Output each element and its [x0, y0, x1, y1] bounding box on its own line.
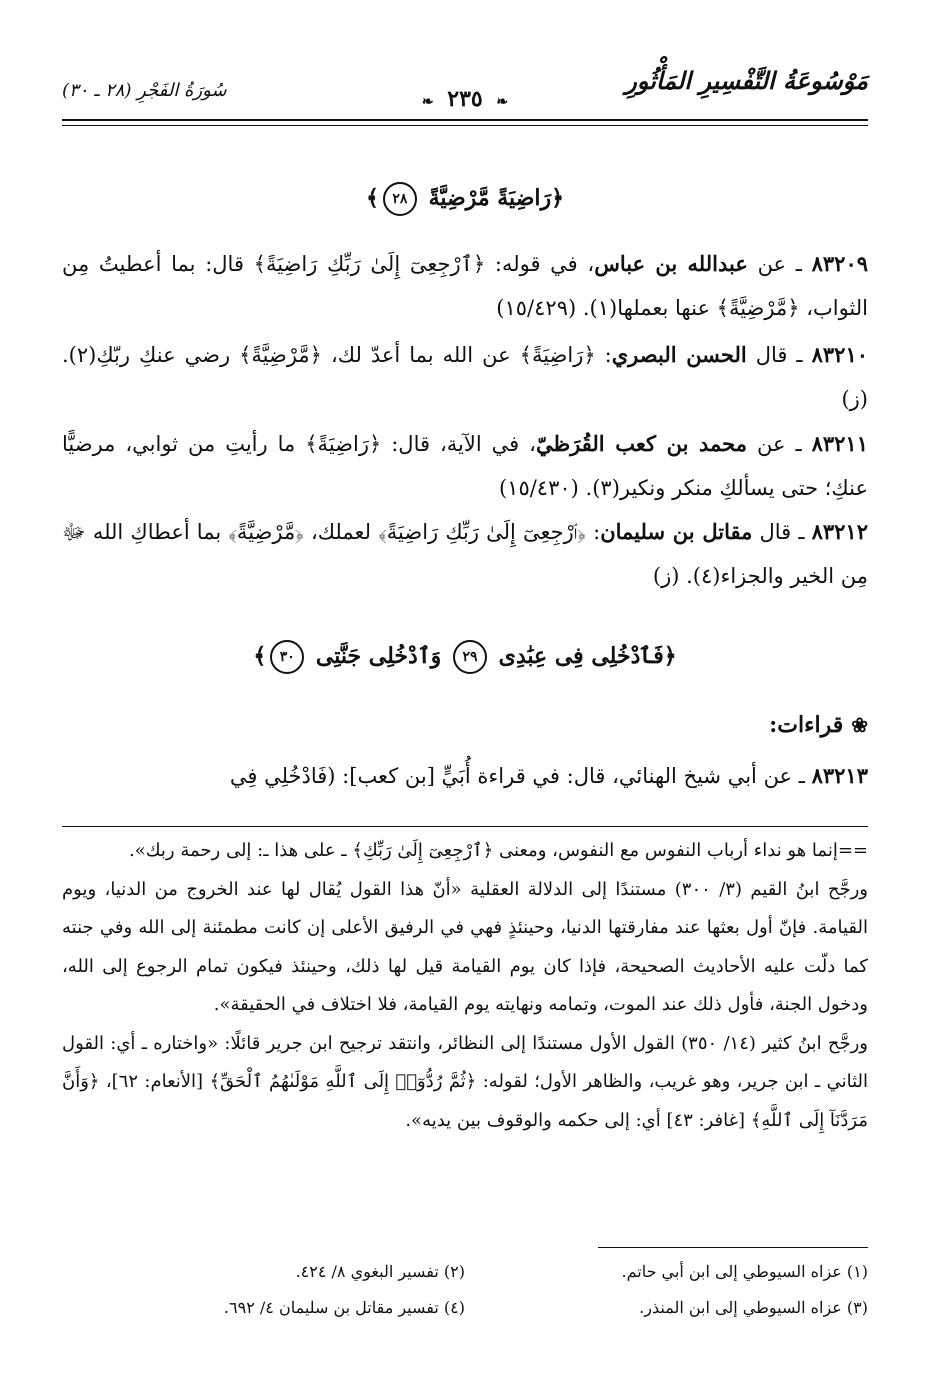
entry [62, 510, 868, 598]
narrator-name: مقاتل بن سليمان [600, 519, 753, 544]
entry-number: ٨٣٢٠٩ [811, 251, 869, 276]
header-rule [62, 119, 868, 121]
footnote: (٣) عزاه السيوطي إلى ابن المنذر. [639, 1298, 868, 1317]
ornament-icon: ❧ [496, 94, 509, 110]
note-paragraph: ==إنما هو نداء أرباب النفوس مع النفوس، ومعنى ﴿ٱرْجِعِىٓ إِلَىٰ رَبِّكِ﴾ ـ على هذا ـ: إلى رحمة ربك». [129, 840, 868, 861]
footnote: (٤) تفسير مقاتل بن سليمان ٤/ ٦٩٢. [223, 1298, 465, 1317]
footnotes [62, 1254, 868, 1326]
entry-lead: ـ عن [747, 432, 812, 456]
entry-lead: ـ قال [746, 343, 812, 367]
narrator-name: عبدالله بن عباس [594, 251, 748, 276]
footnotes-divider [598, 1247, 868, 1248]
verse-text: وَٱدْخُلِى جَنَّتِى [315, 643, 442, 669]
verse-close: ﴾ [366, 185, 379, 211]
page-number: ٢٣٥ [447, 86, 483, 112]
verse-heading-28 [62, 182, 868, 216]
verse-text: ﴿رَاضِيَةً مَّرْضِيَّةً [428, 185, 564, 211]
entry-body: ـ عن أبي شيخ الهنائي، قال: في قراءة أُبَيٍّ [بن كعب]: (فَادْخُلِي فِي [229, 764, 812, 788]
narrator-name: الحسن البصري [611, 342, 747, 367]
entry-number: ٨٣٢١٠ [811, 342, 869, 367]
readings-heading [769, 712, 868, 738]
entry [62, 242, 868, 330]
readings-title: قراءات: [769, 712, 844, 738]
verse-number-badge: ٢٨ [383, 182, 417, 216]
entry-body: ، في قوله: ﴿ٱرْجِعِىٓ إِلَىٰ رَبِّكِ رَاضِيَةً﴾ قال: بما أعطيتُ مِن الثواب، ﴿مَّرْضِيَّةً﴾ عنها بعملها(١). (١٥/٤٢٩) [62, 252, 868, 320]
entry-number: ٨٣٢١١ [811, 431, 868, 456]
verse-heading-29-30 [62, 640, 868, 674]
entry-number: ٨٣٢١٣ [811, 763, 868, 788]
footnote: (٢) تفسير البغوي ٨/ ٤٢٤. [295, 1262, 465, 1281]
note-paragraph: ورجَّح ابنُ القيم (٣/ ٣٠٠) مستندًا إلى الدلالة العقلية «أنّ هذا القول يُقال لها عند الخروج من الدنيا، ويوم القيامة. فإنّ أول بعثها عند مفارقتها الدنيا، وحينئذٍ فهي في الرفيق الأعلى إن كانت مطمئنة إلى الله وفي جنته كما دلّت عليه الأحاديث الصحيحة، فإذا كان يوم القيامة قيل لها ذلك، وحينئذ فيكون تمام الرجوع إلى الله، ودخول الجنة، فأول ذلك عند الموت، وتمامه ونهايته يوم القيامة، فلا اختلاف في الحقيقة». [62, 878, 868, 1015]
entry-body: : ﴿رَاضِيَةً﴾ عن الله بما أعدّ لك، ﴿مَّرْضِيَّةً﴾ رضي عنكِ ربّكِ(٢). (ز) [62, 343, 868, 411]
verse-number-badge: ٢٩ [453, 640, 487, 674]
entry-body: ، في الآية، قال: ﴿رَاضِيَةً﴾ ما رأيتِ من ثوابي، مرضيًّا عنكِ؛ حتى يسألكِ منكر ونكير(٣). (١٥/٤٣٠) [62, 432, 868, 500]
running-header [62, 62, 868, 122]
notes-divider [62, 826, 868, 827]
entry [62, 422, 868, 510]
verse-text: ﴿فَٱدْخُلِى فِى عِبَٰدِى [498, 643, 677, 669]
entry-lead: ـ قال [752, 520, 812, 544]
entry [62, 333, 868, 421]
entry-body: : ﴿ٱرْجِعِىٓ إِلَىٰ رَبِّكِ رَاضِيَةً﴾ لعملك، ﴿مَّرْضِيَّةً﴾ بما أعطاكِ الله ﷻ مِن الخير والجزاء(٤). (ز) [62, 520, 868, 588]
entry-lead: ـ عن [747, 252, 812, 276]
flower-icon: ❀ [851, 713, 868, 737]
surah-label: سُورَةُ الفَجْرِ (٢٨ ـ ٣٠) [62, 80, 227, 101]
header-rule-thin [62, 125, 868, 126]
note-paragraph: ورجَّح ابنُ كثير (١٤/ ٣٥٠) القول الأول مستندًا إلى النظائر، وانتقد ترجيح ابن جرير قائلًا: «واختاره ـ أي: القول الثاني ـ ابن جرير، وهو غريب، والظاهر الأول؛ لقوله: ﴿ثُمَّ رُدُّوٓا۟ إِلَى ٱللَّهِ مَوْلَىٰهُمُ ٱلْحَقِّ﴾ [الأنعام: ٦٢]، ﴿وَأَنَّ مَرَدَّنَآ إِلَى ٱللَّهِ﴾ [غافر: ٤٣] أي: إلى حكمه والوقوف بين يديه». [62, 1032, 868, 1131]
book-title: مَوْسُوعَةُ التَّفْسِيرِ المَأْثُورِ [625, 66, 868, 95]
commentary-notes [62, 832, 868, 1140]
verse-number-badge: ٣٠ [270, 640, 304, 674]
ornament-icon: ❧ [421, 94, 434, 110]
entry-number: ٨٣٢١٢ [811, 519, 868, 544]
footnote-row [62, 1254, 868, 1290]
narrator-name: محمد بن كعب القُرَظيّ [535, 431, 747, 456]
footnote-row [62, 1290, 868, 1326]
entry [62, 754, 868, 798]
footnote: (١) عزاه السيوطي إلى ابن أبي حاتم. [621, 1262, 868, 1281]
verse-close: ﴾ [253, 643, 267, 669]
